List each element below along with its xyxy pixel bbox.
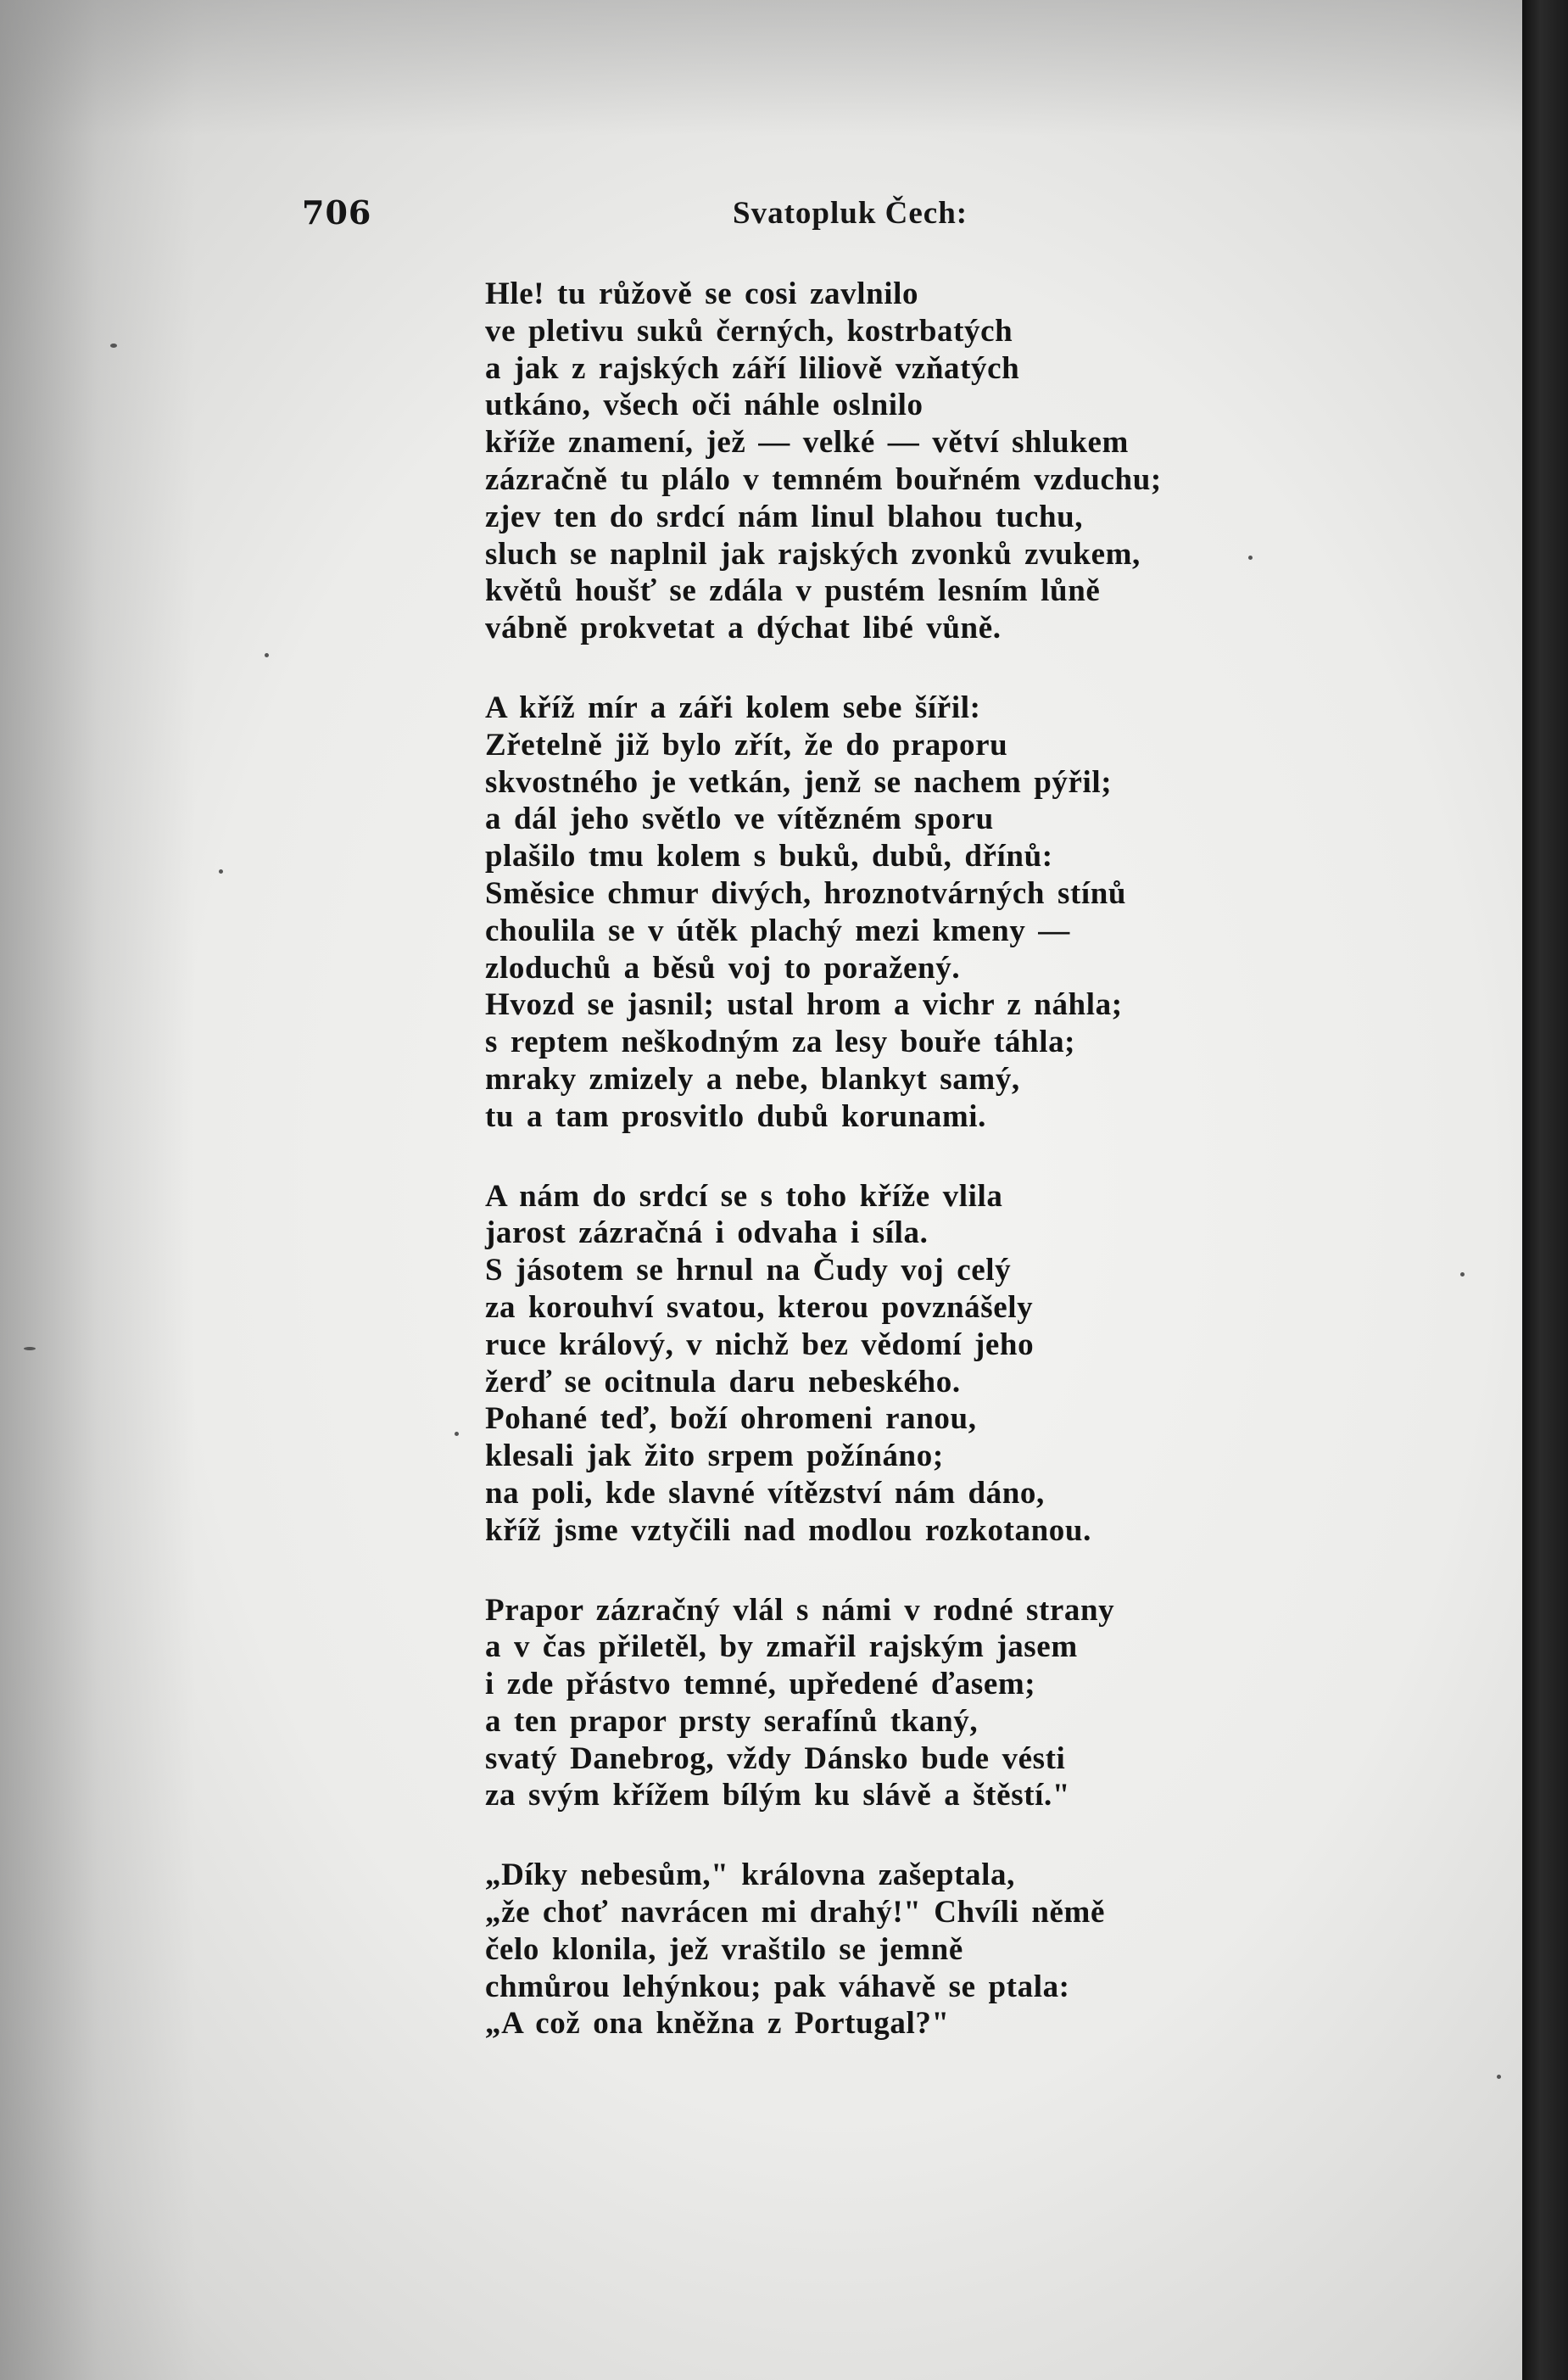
stanza bbox=[485, 276, 1248, 647]
verse-line: skvostného je vetkán, jenž se nachem pýřil; bbox=[485, 764, 1113, 800]
scan-speck bbox=[1248, 556, 1253, 560]
verse-line: Hle! tu růžově se cosi zavlnilo bbox=[485, 277, 919, 311]
verse-line: svatý Danebrog, vždy Dánsko bude vésti bbox=[485, 1740, 1066, 1776]
verse-line: utkáno, všech oči náhle oslnilo bbox=[485, 388, 924, 423]
verse-line: zloduchů a běsů voj to poražený. bbox=[485, 950, 961, 986]
scan-speck bbox=[455, 1432, 459, 1436]
verse-line: plašilo tmu kolem s buků, dubů, dřínů: bbox=[485, 839, 1053, 874]
verse-line: S jásotem se hrnul na Čudy voj celý bbox=[485, 1253, 1012, 1288]
verse-line: zázračně tu plálo v temném bouřném vzduchu; bbox=[485, 461, 1162, 497]
scan-speck bbox=[110, 344, 117, 348]
verse-line: sluch se naplnil jak rajských zvonků zvukem, bbox=[485, 536, 1141, 572]
verse-line: Pohané teď, boží ohromeni ranou, bbox=[485, 1401, 977, 1437]
verse-line: za svým křížem bílým ku slávě a štěstí." bbox=[485, 1778, 1070, 1813]
verse-line: mraky zmizely a nebe, blankyt samý, bbox=[485, 1061, 1020, 1097]
verse-line: za korouhví svatou, kterou povznášely bbox=[485, 1289, 1034, 1325]
verse-line: choulila se v útěk plachý mezi kmeny — bbox=[485, 913, 1070, 948]
verse-line: chmůrou lehýnkou; pak váhavě se ptala: bbox=[485, 1969, 1070, 2004]
verse-line: a jak z rajských září liliově vzňatých bbox=[485, 350, 1020, 386]
verse-line: „že choť navrácen mi drahý!" Chvíli němě bbox=[485, 1895, 1105, 1930]
verse-line: čelo klonila, jež vraštilo se jemně bbox=[485, 1931, 963, 1967]
verse-line: „Díky nebesům," královna zašeptala, bbox=[485, 1858, 1015, 1893]
verse-line: kříž jsme vztyčili nad modlou rozkotanou. bbox=[485, 1512, 1091, 1548]
verse-line: kříže znamení, jež — velké — větví shlukem bbox=[485, 425, 1129, 461]
verse-line: Směsice chmur divých, hroznotvárných stínů bbox=[485, 875, 1127, 911]
stanza bbox=[485, 1592, 1248, 1815]
page-header bbox=[0, 193, 1522, 236]
verse-line: „A což ona kněžna z Portugal?" bbox=[485, 2006, 950, 2042]
running-head: Svatopluk Čech: bbox=[733, 196, 968, 231]
verse-line: květů houšť se zdála v pustém lesním lůně bbox=[485, 573, 1101, 609]
stanza bbox=[485, 690, 1248, 1136]
verse-line: klesali jak žito srpem požínáno; bbox=[485, 1439, 944, 1474]
verse-line: Zřetelně již bylo zřít, že do praporu bbox=[485, 727, 1008, 763]
verse-line: jarost zázračná i odvaha i síla. bbox=[485, 1215, 929, 1251]
verse-line: žerď se ocitnula daru nebeského. bbox=[485, 1364, 961, 1400]
verse-line: zjev ten do srdcí nám linul blahou tuchu, bbox=[485, 499, 1084, 534]
page-number: 706 bbox=[302, 193, 372, 232]
verse-line: Prapor zázračný vlál s námi v rodné strany bbox=[485, 1592, 1115, 1628]
verse-line: s reptem neškodným za lesy bouře táhla; bbox=[485, 1025, 1076, 1060]
verse-line: a ten prapor prsty serafínů tkaný, bbox=[485, 1703, 979, 1739]
verse-line: tu a tam prosvitlo dubů korunami. bbox=[485, 1098, 987, 1134]
stanza bbox=[485, 1178, 1248, 1550]
verse-line: A kříž mír a záři kolem sebe šířil: bbox=[485, 690, 981, 725]
scan-edge bbox=[1522, 0, 1568, 2380]
poem-text bbox=[485, 276, 1248, 2042]
scan-speck bbox=[1497, 2075, 1501, 2079]
verse-line: i zde přástvo temné, upředené ďasem; bbox=[485, 1667, 1036, 1702]
verse-line: a dál jeho světlo ve vítězném sporu bbox=[485, 802, 994, 837]
verse-line: ve pletivu suků černých, kostrbatých bbox=[485, 313, 1013, 349]
verse-line: na poli, kde slavné vítězství nám dáno, bbox=[485, 1475, 1045, 1511]
verse-line: a v čas přiletěl, by zmařil rajským jasem bbox=[485, 1629, 1078, 1665]
scan-speck bbox=[265, 653, 269, 657]
verse-line: vábně prokvetat a dýchat libé vůně. bbox=[485, 611, 1002, 646]
scan-speck bbox=[219, 869, 223, 874]
verse-line: A nám do srdcí se s toho kříže vlila bbox=[485, 1178, 1003, 1214]
stanza bbox=[485, 1857, 1248, 2042]
verse-line: Hvozd se jasnil; ustal hrom a vichr z náhla; bbox=[485, 987, 1123, 1023]
scan-speck bbox=[24, 1347, 36, 1350]
verse-line: ruce králový, v nichž bez vědomí jeho bbox=[485, 1327, 1035, 1362]
scan-speck bbox=[1460, 1272, 1465, 1277]
